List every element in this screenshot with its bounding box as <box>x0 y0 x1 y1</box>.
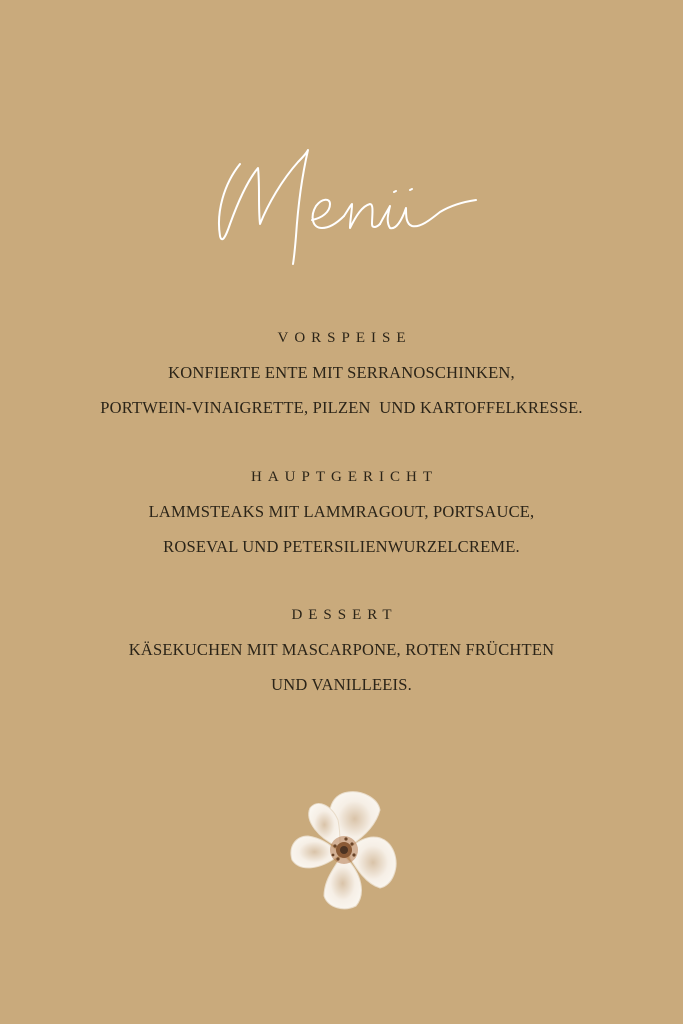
dish-line: PORTWEIN-VINAIGRETTE, PILZEN UND KARTOFFELKRESSE. <box>100 398 583 417</box>
dish-line: ROSEVAL UND PETERSILIENWURZELCREME. <box>163 537 520 556</box>
menu-title <box>200 140 490 280</box>
dish-line: KÄSEKUCHEN MIT MASCARPONE, ROTEN FRÜCHTEN <box>128 640 555 659</box>
menu-title-script <box>200 140 490 280</box>
section-hauptgericht <box>0 467 683 557</box>
section-heading: VORSPEISE <box>277 330 412 346</box>
dish-line: LAMMSTEAKS MIT LAMMRAGOUT, PORTSAUCE, <box>148 502 535 521</box>
dish-line: UND VANILLEEIS. <box>271 675 412 694</box>
section-dessert <box>0 605 683 695</box>
section-vorspeise <box>0 328 683 418</box>
flower-icon <box>280 786 406 916</box>
dish-line: KONFIERTE ENTE MIT SERRANOSCHINKEN, <box>168 363 515 382</box>
section-heading: HAUPTGERICHT <box>251 469 438 485</box>
section-heading: DESSERT <box>291 607 398 623</box>
